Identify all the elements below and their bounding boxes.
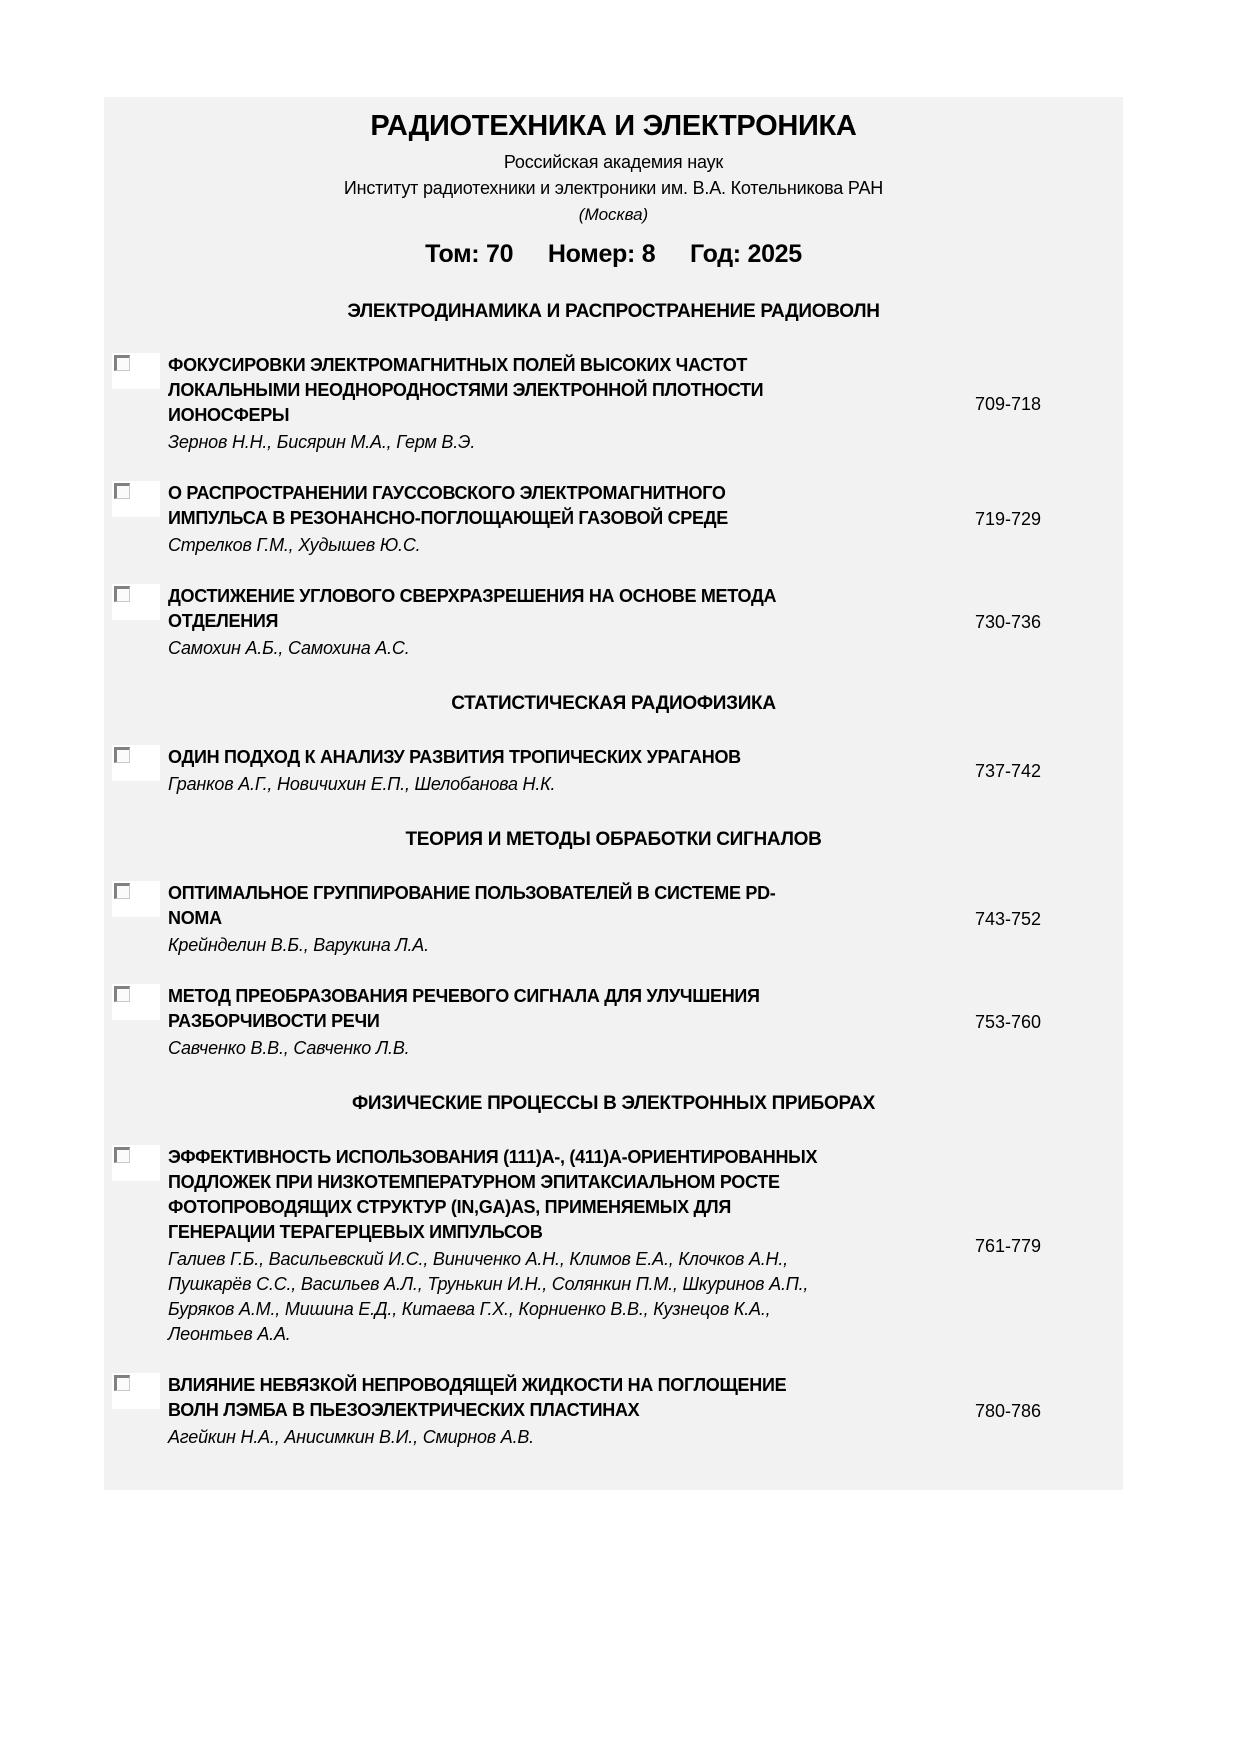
checkbox-patch — [112, 481, 160, 517]
journal-issue-line — [104, 239, 1123, 269]
section-title: ТЕОРИЯ И МЕТОДЫ ОБРАБОТКИ СИГНАЛОВ — [405, 829, 822, 850]
article-row — [104, 745, 1123, 797]
article-title[interactable]: ДОСТИЖЕНИЕ УГЛОВОГО СВЕРХРАЗРЕШЕНИЯ НА ОСНОВЕ МЕТОДА ОТДЕЛЕНИЯ — [168, 586, 777, 631]
page-range-text: 780-786 — [975, 1401, 1042, 1421]
section-title: ФИЗИЧЕСКИЕ ПРОЦЕССЫ В ЭЛЕКТРОННЫХ ПРИБОРАХ — [351, 1093, 875, 1114]
article-title[interactable]: ФОКУСИРОВКИ ЭЛЕКТРОМАГНИТНЫХ ПОЛЕЙ ВЫСОКИХ ЧАСТОТ ЛОКАЛЬНЫМИ НЕОДНОРОДНОСТЯМИ ЭЛЕКТРОННОЙ ПЛОТНОСТИ ИОНОСФЕРЫ — [168, 355, 764, 425]
article-checkbox[interactable] — [114, 483, 130, 499]
article-page-range — [975, 881, 1123, 958]
article-checkbox[interactable] — [114, 586, 130, 602]
article-text-block — [168, 984, 823, 1061]
page-range-text: 730-736 — [975, 612, 1042, 632]
checkbox-patch — [112, 1145, 160, 1181]
checkbox-patch — [112, 1373, 160, 1409]
page-range-text: 743-752 — [975, 909, 1042, 929]
checkbox-patch — [112, 584, 160, 620]
page-range-text: 761-779 — [975, 1235, 1042, 1256]
checkbox-patch — [112, 353, 160, 389]
article-page-range — [975, 1373, 1123, 1450]
journal-institute: Институт радиотехники и электроники им. В.А. Котельникова РАН — [343, 178, 884, 198]
article-page-range — [975, 353, 1123, 455]
article-row — [104, 481, 1123, 558]
article-text-block — [168, 1373, 823, 1450]
article-text-block — [168, 1145, 823, 1347]
article-checkbox[interactable] — [114, 747, 130, 763]
journal-city: (Москва) — [578, 205, 649, 224]
article-authors: Агейкин Н.А., Анисимкин В.И., Смирнов А.В. — [168, 1427, 534, 1447]
journal-toc-page — [104, 97, 1123, 1490]
article-row — [104, 984, 1123, 1061]
page-range-text: 719-729 — [975, 509, 1042, 529]
checkbox-patch — [112, 881, 160, 917]
article-page-range — [975, 1145, 1123, 1347]
article-title[interactable]: ВЛИЯНИЕ НЕВЯЗКОЙ НЕПРОВОДЯЩЕЙ ЖИДКОСТИ НА ПОГЛОЩЕНИЕ ВОЛН ЛЭМБА В ПЬЕЗОЭЛЕКТРИЧЕСКИХ ПЛАСТИНАХ — [168, 1375, 787, 1420]
article-checkbox[interactable] — [114, 986, 130, 1002]
article-authors: Галиев Г.Б., Васильевский И.С., Виниченко А.Н., Климов Е.А., Клочков А.Н., Пушкарёв С.С., Васильев А.Л., Трунькин И.Н., Солянкин П.М., Шкуринов А.П., Буряков А.М., Мишина Е.Д., Китаева Г.Х., Корниенко В.В., Кузнецов К.А., Леонтьев А.А. — [168, 1249, 809, 1344]
article-text-block — [168, 745, 823, 797]
article-authors: Стрелков Г.М., Худышев Ю.С. — [168, 535, 421, 555]
article-row — [104, 1145, 1123, 1347]
checkbox-patch — [112, 745, 160, 781]
article-page-range — [975, 584, 1123, 661]
article-text-block — [168, 481, 823, 558]
article-checkbox[interactable] — [114, 1147, 130, 1163]
article-title[interactable]: МЕТОД ПРЕОБРАЗОВАНИЯ РЕЧЕВОГО СИГНАЛА ДЛЯ УЛУЧШЕНИЯ РАЗБОРЧИВОСТИ РЕЧИ — [168, 986, 760, 1031]
checkbox-patch — [112, 984, 160, 1020]
article-authors: Самохин А.Б., Самохина А.С. — [168, 638, 410, 658]
article-authors: Савченко В.В., Савченко Л.В. — [168, 1038, 410, 1058]
section-title: ЭЛЕКТРОДИНАМИКА И РАСПРОСТРАНЕНИЕ РАДИОВОЛН — [347, 301, 880, 322]
article-page-range — [975, 481, 1123, 558]
page-range-text: 737-742 — [975, 760, 1042, 781]
toc-list — [104, 301, 1123, 1450]
article-authors: Крейнделин В.Б., Варукина Л.А. — [168, 935, 429, 955]
article-title[interactable]: ОДИН ПОДХОД К АНАЛИЗУ РАЗВИТИЯ ТРОПИЧЕСКИХ УРАГАНОВ — [168, 747, 741, 767]
section-title: СТАТИСТИЧЕСКАЯ РАДИОФИЗИКА — [451, 693, 776, 714]
journal-volume: Том: 70 — [425, 240, 514, 268]
article-row — [104, 353, 1123, 455]
article-page-range — [975, 745, 1123, 797]
journal-title: РАДИОТЕХНИКА И ЭЛЕКТРОНИКА — [370, 110, 857, 142]
journal-year: Год: 2025 — [689, 240, 802, 268]
article-row — [104, 881, 1123, 958]
article-row — [104, 584, 1123, 661]
journal-academy: Российская академия наук — [503, 152, 724, 172]
article-text-block — [168, 881, 823, 958]
article-checkbox[interactable] — [114, 1375, 130, 1391]
article-text-block — [168, 353, 823, 455]
article-checkbox[interactable] — [114, 883, 130, 899]
article-authors: Зернов Н.Н., Бисярин М.А., Герм В.Э. — [168, 432, 476, 452]
article-row — [104, 1373, 1123, 1450]
article-page-range — [975, 984, 1123, 1061]
article-title[interactable]: О РАСПРОСТРАНЕНИИ ГАУССОВСКОГО ЭЛЕКТРОМАГНИТНОГО ИМПУЛЬСА В РЕЗОНАНСНО-ПОГЛОЩАЮЩЕЙ ГАЗОВОЙ СРЕДЕ — [168, 483, 728, 528]
article-authors: Гранков А.Г., Новичихин Е.П., Шелобанова Н.К. — [168, 774, 556, 794]
page-range-text: 753-760 — [975, 1012, 1042, 1032]
article-checkbox[interactable] — [114, 355, 130, 371]
article-title[interactable]: ЭФФЕКТИВНОСТЬ ИСПОЛЬЗОВАНИЯ (111)А-, (411)А-ОРИЕНТИРОВАННЫХ ПОДЛОЖЕК ПРИ НИЗКОТЕМПЕРАТУРНОМ ЭПИТАКСИАЛЬНОМ РОСТЕ ФОТОПРОВОДЯЩИХ СТРУКТУР (IN,GA)AS, ПРИМЕНЯЕМЫХ ДЛЯ ГЕНЕРАЦИИ ТЕРАГЕРЦЕВЫХ ИМПУЛЬСОВ — [168, 1147, 818, 1242]
article-text-block — [168, 584, 823, 661]
page-range-text: 709-718 — [975, 393, 1042, 414]
journal-number: Номер: 8 — [547, 240, 656, 268]
article-title[interactable]: ОПТИМАЛЬНОЕ ГРУППИРОВАНИЕ ПОЛЬЗОВАТЕЛЕЙ В СИСТЕМЕ PD-NOMA — [168, 883, 776, 928]
